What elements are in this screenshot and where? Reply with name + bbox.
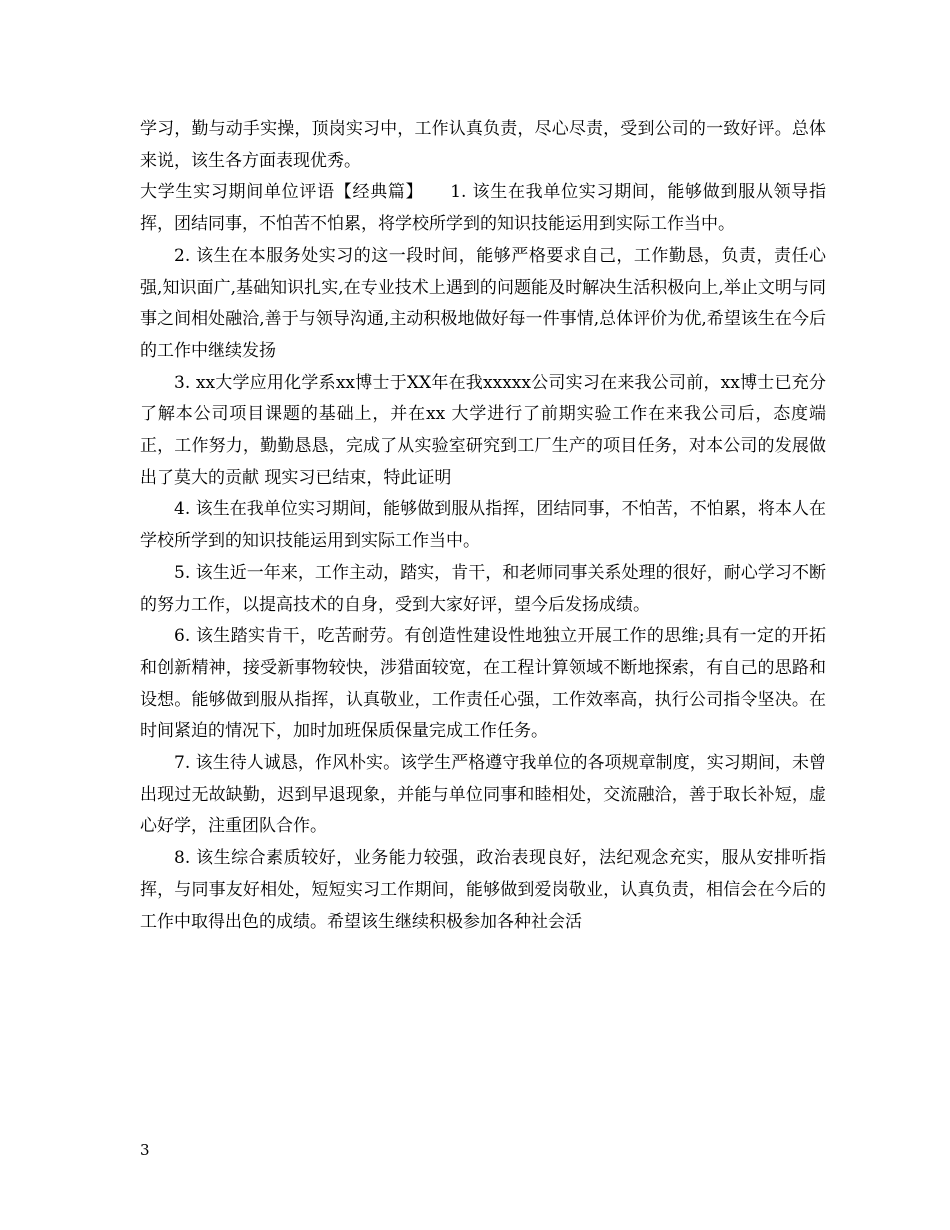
- paragraph-item-4: 4. 该生在我单位实习期间，能够做到服从指挥，团结同事，不怕苦，不怕累，将本人在学校所学到的知识技能运用到实际工作当中。: [140, 499, 826, 552]
- paragraph-continuation: 学习，勤与动手实操，顶岗实习中，工作认真负责，尽心尽责，受到公司的一致好评。总体来说，该生各方面表现优秀。: [140, 119, 826, 171]
- paragraph-section-heading-item-1: 大学生实习期间单位评语【经典篇】 1. 该生在我单位实习期间，能够做到服从领导指挥，团结同事，不怕苦不怕累，将学校所学到的知识技能运用到实际工作当中。: [140, 182, 826, 235]
- paragraph-item-8: 8. 该生综合素质较好，业务能力较强，政治表现良好，法纪观念充实，服从安排听指挥，与同事友好相处，短短实习工作期间，能够做到爱岗敬业，认真负责，相信会在今后的工作中取得出色的成绩。希望该生继续积极参加各种社会活: [140, 848, 826, 932]
- paragraph-item-6: 6. 该生踏实肯干，吃苦耐劳。有创造性建设性地独立开展工作的思维;具有一定的开拓和创新精神，接受新事物较快，涉猎面较宽，在工程计算领域不断地探索，有自己的思路和设想。能够做到服从指挥，认真敬业，工作责任心强，工作效率高，执行公司指令坚决。在时间紧迫的情况下，加时加班保质保量完成工作任务。: [140, 626, 826, 742]
- paragraph-item-2: 2. 该生在本服务处实习的这一段时间，能够严格要求自己，工作勤恳，负责，责任心强,知识面广,基础知识扎实,在专业技术上遇到的问题能及时解决生活积极向上,举止文明与同事之间相处融洽,善于与领导沟通,主动积极地做好每一件事情,总体评价为优,希望该生在今后的工作中继续发扬: [140, 245, 826, 361]
- paragraph-item-3: 3. xx大学应用化学系xx博士于XX年在我xxxxx公司实习在来我公司前，xx博士已充分了解本公司项目课题的基础上，并在xx 大学进行了前期实验工作在来我公司后，态度端正，工作努力，勤勤恳恳，完成了从实验室研究到工厂生产的项目任务，对本公司的发展做出了莫大的贡献 现实习已结束，特此证明: [140, 372, 826, 488]
- document-body: [140, 114, 826, 938]
- paragraph-item-5: 5. 该生近一年来，工作主动，踏实，肯干，和老师同事关系处理的很好，耐心学习不断的努力工作，以提高技术的自身，受到大家好评，望今后发扬成绩。: [140, 562, 826, 615]
- page-number: 3: [140, 1141, 150, 1159]
- paragraph-item-7: 7. 该生待人诚恳，作风朴实。该学生严格遵守我单位的各项规章制度，实习期间，未曾出现过无故缺勤，迟到早退现象，并能与单位同事和睦相处，交流融洽，善于取长补短，虚心好学，注重团队合作。: [140, 753, 826, 837]
